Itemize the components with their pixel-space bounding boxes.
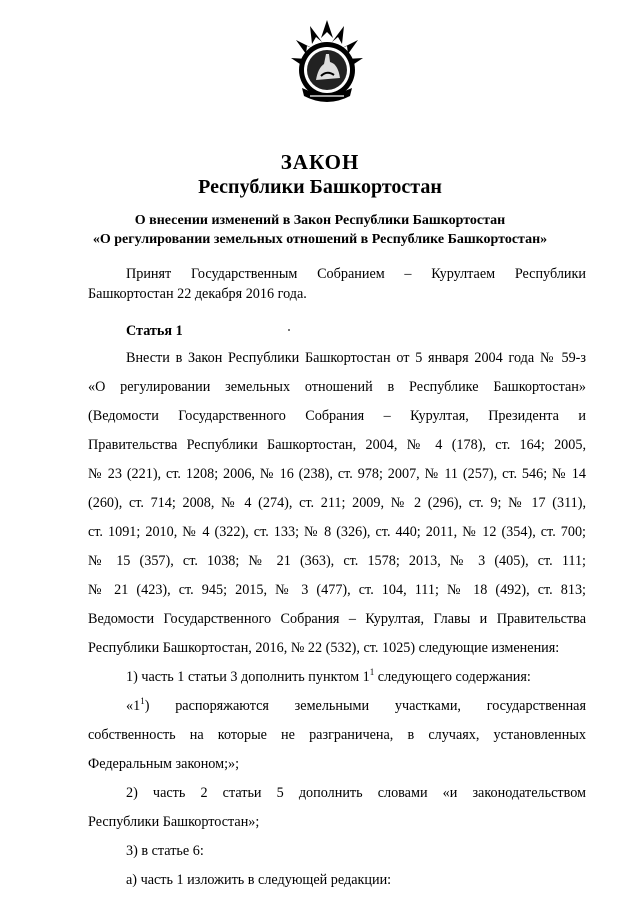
amendment-item-1 — [126, 668, 586, 686]
superscript: 1 — [140, 696, 145, 706]
article-intro-line: Ведомости Государственного Собрания – Курултая, Главы и Правительства — [88, 611, 586, 627]
document-type: ЗАКОН — [280, 150, 360, 174]
amendment-item-3: 3) в статье 6: — [126, 843, 204, 859]
article-intro-line: ст. 1091; 2010, № 4 (322), ст. 133; № 8 (326), ст. 440; 2011, № 12 (354), ст. 700; — [88, 524, 586, 540]
bashkortostan-emblem-icon — [288, 18, 366, 110]
quoted-provision-bracket: ) — [144, 698, 150, 714]
superscript: 1 — [369, 667, 375, 677]
quoted-provision-line-2: собственность на которые не разграничена, в случаях, установленных — [88, 727, 586, 743]
amendment-item-1-tail: следующего содержания: — [374, 669, 531, 685]
article-intro-line: (Ведомости Государственного Собрания – Курултая, Президента и — [88, 408, 586, 424]
article-intro-line: № 21 (423), ст. 945; 2015, № 3 (477), ст. 104, 111; № 18 (492), ст. 813; — [88, 582, 586, 598]
quoted-provision-line-3: Федеральным законом;»; — [88, 756, 240, 772]
article-intro-line: Республики Башкортостан, 2016, № 22 (532), ст. 1025) следующие изменения: — [88, 640, 560, 656]
quoted-provision-number: «1 — [126, 698, 141, 714]
quoted-provision-line-1 — [126, 697, 586, 715]
quoted-provision-text: распоряжаются земельными участками, государственная — [149, 698, 586, 714]
law-subject-line-1: О внесении изменений в Закон Республики Башкортостан — [134, 213, 506, 228]
adoption-line-1: Принят Государственным Собранием – Курултаем Республики — [126, 266, 586, 282]
article-intro-line: № 23 (221), ст. 1208; 2006, № 16 (238), ст. 978; 2007, № 11 (257), ст. 546; № 14 — [88, 466, 586, 482]
article-intro-line: «О регулировании земельных отношений в Республике Башкортостан» — [88, 379, 586, 395]
amendment-item-2-line-1: 2) часть 2 статьи 5 дополнить словами «и законодательством — [126, 785, 586, 801]
article-intro-line: Правительства Республики Башкортостан, 2004, № 4 (178), ст. 164; 2005, — [88, 437, 586, 453]
amendment-item-2-line-2: Республики Башкортостан»; — [88, 814, 260, 830]
article-intro-line: Внести в Закон Республики Башкортостан от 5 января 2004 года № 59-з — [126, 350, 586, 366]
issuer-title: Республики Башкортостан — [198, 176, 442, 198]
article-intro-line: № 15 (357), ст. 1038; № 21 (363), ст. 1578; 2013, № 3 (405), ст. 111; — [88, 553, 586, 569]
article-heading: Статья 1 — [126, 323, 183, 339]
adoption-line-2: Башкортостан 22 декабря 2016 года. — [88, 286, 307, 302]
article-intro-line: (260), ст. 714; 2008, № 4 (274), ст. 211; 2009, № 2 (296), ст. 9; № 17 (311), — [88, 495, 586, 511]
amendment-item-3a: а) часть 1 изложить в следующей редакции: — [126, 872, 392, 888]
law-subject-line-2: «О регулировании земельных отношений в Республике Башкортостан» — [92, 232, 548, 247]
amendment-item-1-text: 1) часть 1 статьи 3 дополнить пунктом 1 — [126, 669, 370, 685]
